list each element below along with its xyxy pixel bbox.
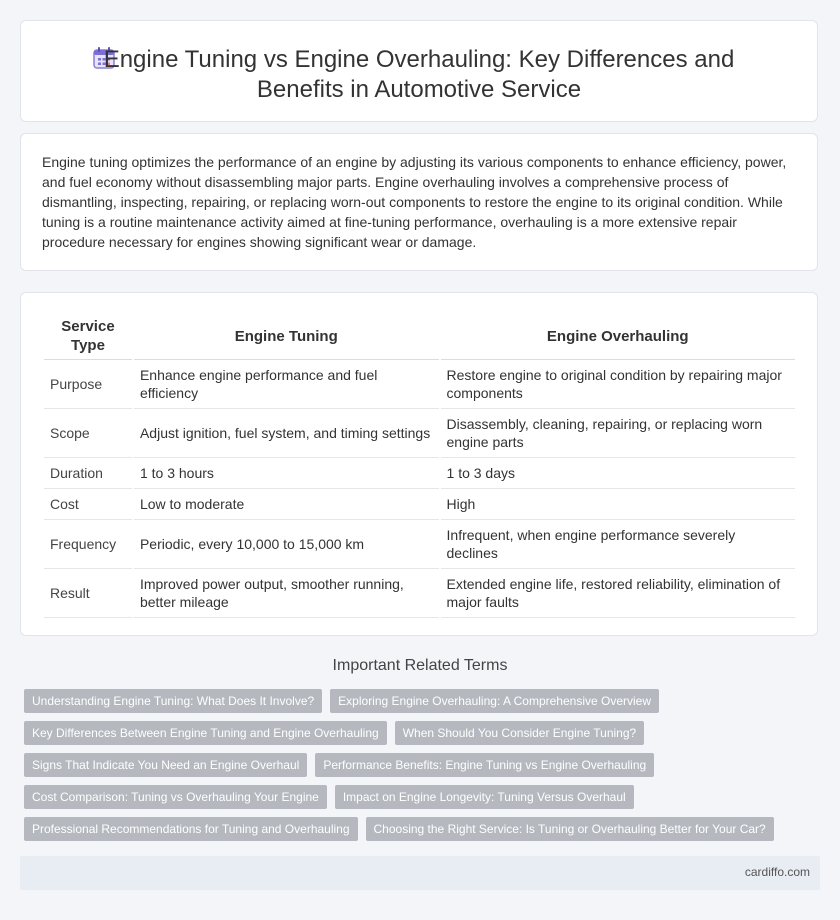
related-term-link[interactable]: Professional Recommendations for Tuning and Overhauling	[24, 817, 358, 841]
column-header: Service Type	[44, 313, 132, 360]
related-term-link[interactable]: When Should You Consider Engine Tuning?	[395, 721, 645, 745]
related-term-link[interactable]: Performance Benefits: Engine Tuning vs Engine Overhauling	[315, 753, 654, 777]
header-card	[20, 20, 818, 122]
table-cell: Restore engine to original condition by repairing major components	[441, 360, 795, 409]
table-row	[44, 520, 795, 569]
table-cell: 1 to 3 hours	[134, 458, 439, 489]
row-label: Scope	[44, 409, 132, 458]
related-terms-list	[24, 689, 824, 841]
related-term-link[interactable]: Signs That Indicate You Need an Engine Overhaul	[24, 753, 307, 777]
table-cell: Enhance engine performance and fuel efficiency	[134, 360, 439, 409]
footer	[20, 856, 820, 890]
table-cell: Infrequent, when engine performance severely declines	[441, 520, 795, 569]
table-cell: High	[441, 489, 795, 520]
table-row	[44, 458, 795, 489]
table-cell: Extended engine life, restored reliability, elimination of major faults	[441, 569, 795, 618]
related-term-link[interactable]: Choosing the Right Service: Is Tuning or Overhauling Better for Your Car?	[366, 817, 774, 841]
footer-site-link[interactable]: cardiffo.com	[744, 865, 810, 879]
related-term-link[interactable]: Cost Comparison: Tuning vs Overhauling Your Engine	[24, 785, 327, 809]
related-term-link[interactable]: Key Differences Between Engine Tuning and Engine Overhauling	[24, 721, 387, 745]
related-terms-title: Important Related Terms	[332, 657, 508, 674]
table-cell: Low to moderate	[134, 489, 439, 520]
table-header-row	[44, 313, 795, 360]
row-label: Frequency	[44, 520, 132, 569]
table-row	[44, 360, 795, 409]
related-term-link[interactable]: Impact on Engine Longevity: Tuning Versus Overhaul	[335, 785, 634, 809]
row-label: Result	[44, 569, 132, 618]
table-cell: Disassembly, cleaning, repairing, or replacing worn engine parts	[441, 409, 795, 458]
page-title: Engine Tuning vs Engine Overhauling: Key Differences and Benefits in Automotive Service	[103, 46, 735, 103]
related-term-link[interactable]: Exploring Engine Overhauling: A Comprehensive Overview	[330, 689, 659, 713]
table-row	[44, 489, 795, 520]
table-row	[44, 569, 795, 618]
column-header: Engine Tuning	[134, 313, 439, 360]
column-header: Engine Overhauling	[441, 313, 795, 360]
table-cell: Adjust ignition, fuel system, and timing settings	[134, 409, 439, 458]
row-label: Cost	[44, 489, 132, 520]
row-label: Duration	[44, 458, 132, 489]
related-term-link[interactable]: Understanding Engine Tuning: What Does It Involve?	[24, 689, 322, 713]
table-cell: 1 to 3 days	[441, 458, 795, 489]
table-cell: Improved power output, smoother running, better mileage	[134, 569, 439, 618]
table-cell: Periodic, every 10,000 to 15,000 km	[134, 520, 439, 569]
comparison-table	[42, 313, 797, 618]
table-row	[44, 409, 795, 458]
intro-card	[20, 133, 818, 271]
row-label: Purpose	[44, 360, 132, 409]
comparison-table-card	[20, 292, 818, 636]
intro-paragraph: Engine tuning optimizes the performance of an engine by adjusting its various components to enhance efficiency, power, and fuel economy without disassembling major parts. Engine overhauling involves a comprehensive process of dismantling, inspecting, repairing, or replacing worn-out components to restore the engine to its original condition. While tuning is a routine maintenance activity aimed at fine-tuning performance, overhauling is a more extensive repair procedure necessary for engines showing significant wear or damage.	[42, 154, 787, 250]
